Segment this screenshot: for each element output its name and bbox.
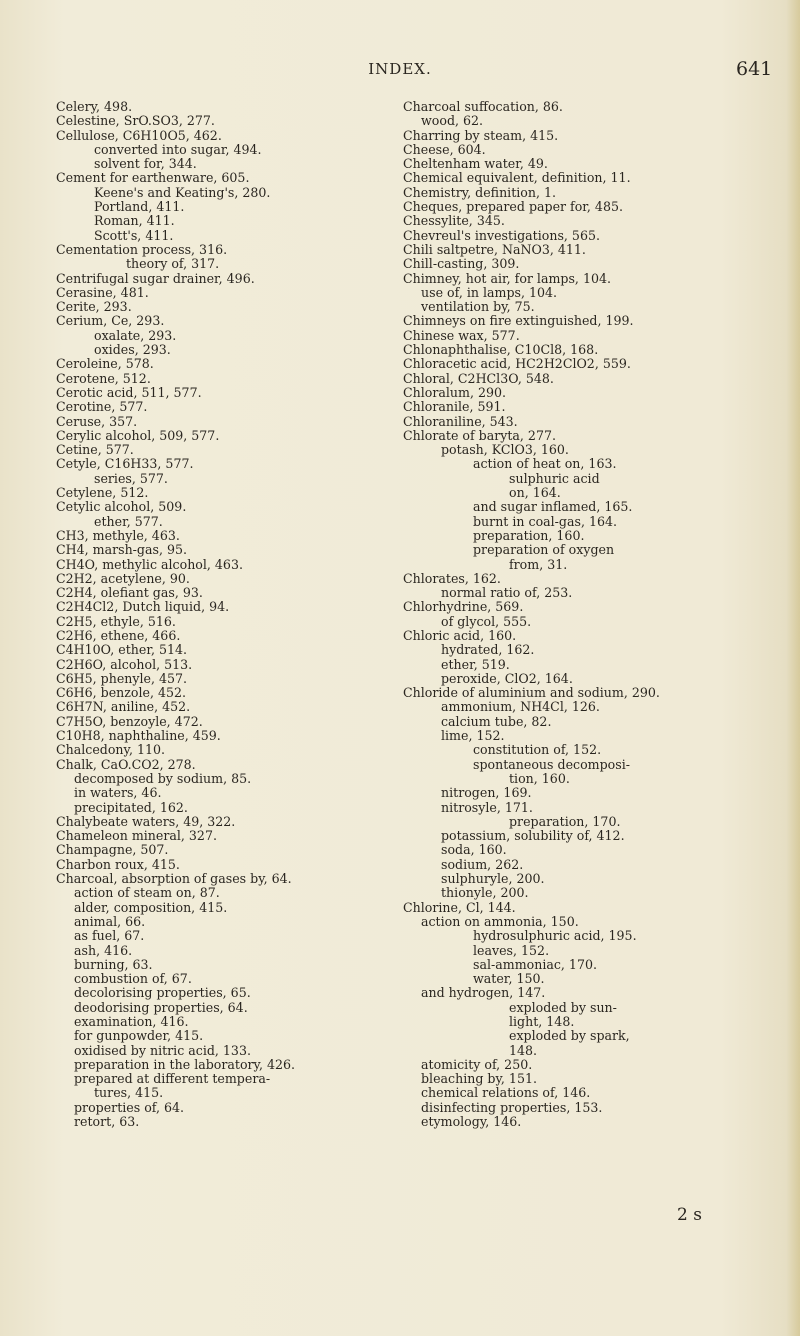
index-entry: Cement for earthenware, 605. xyxy=(56,170,250,186)
index-entry: action on ammonia, 150. xyxy=(421,913,579,929)
index-entry: combustion of, 67. xyxy=(74,971,192,987)
index-entry: tion, 160. xyxy=(509,770,570,786)
page-edge-shadow xyxy=(786,0,800,1336)
index-entry: Chloranile, 591. xyxy=(403,399,506,415)
index-entry: ash, 416. xyxy=(74,942,133,958)
index-entry: Ceruse, 357. xyxy=(56,413,138,429)
index-entry: of glycol, 555. xyxy=(441,613,532,629)
index-entry: sulphuryle, 200. xyxy=(441,871,545,887)
index-entry: soda, 160. xyxy=(441,842,507,858)
index-entry: preparation, 170. xyxy=(509,813,621,829)
index-entry: action of steam on, 87. xyxy=(74,885,220,901)
index-entry: properties of, 64. xyxy=(74,1099,185,1115)
index-entry: oxalate, 293. xyxy=(94,327,177,343)
index-entry: etymology, 146. xyxy=(421,1114,522,1130)
index-entry: action of heat on, 163. xyxy=(473,456,617,472)
index-entry: retort, 63. xyxy=(74,1114,140,1130)
index-entry: Chili saltpetre, NaNO3, 411. xyxy=(403,241,586,257)
index-entry: Charcoal, absorption of gases by, 64. xyxy=(56,871,292,887)
index-entry: Chameleon mineral, 327. xyxy=(56,828,217,844)
index-entry: C7H5O, benzoyle, 472. xyxy=(56,713,203,729)
index-entry: 148. xyxy=(509,1042,538,1058)
index-entry: Cheques, prepared paper for, 485. xyxy=(403,199,623,215)
index-entry: preparation in the laboratory, 426. xyxy=(74,1056,296,1072)
index-entry: potassium, solubility of, 412. xyxy=(441,828,625,844)
index-entry: CH4, marsh-gas, 95. xyxy=(56,542,188,558)
index-entry: Cerium, Ce, 293. xyxy=(56,313,165,329)
index-entry: Celestine, SrO.SO3, 277. xyxy=(56,113,215,129)
index-entry: decolorising properties, 65. xyxy=(74,985,251,1001)
index-entry: normal ratio of, 253. xyxy=(441,585,573,601)
index-entry: exploded by sun- xyxy=(509,999,617,1015)
index-entry: use of, in lamps, 104. xyxy=(421,284,558,300)
index-entry: C2H2, acetylene, 90. xyxy=(56,570,190,586)
index-entry: C6H7N, aniline, 452. xyxy=(56,699,191,715)
index-entry: Chlorate of baryta, 277. xyxy=(403,427,556,443)
index-entry: Chemical equivalent, definition, 11. xyxy=(403,170,631,186)
index-entry: ether, 577. xyxy=(94,513,163,529)
index-entry: Cerylic alcohol, 509, 577. xyxy=(56,427,220,443)
index-entry: C2H6, ethene, 466. xyxy=(56,627,181,643)
index-entry: Chemistry, definition, 1. xyxy=(403,184,557,200)
index-entry: C2H6O, alcohol, 513. xyxy=(56,656,193,672)
index-entry: C2H4, olefiant gas, 93. xyxy=(56,585,203,601)
index-entry: from, 31. xyxy=(509,556,568,572)
index-entry: C2H5, ethyle, 516. xyxy=(56,613,176,629)
index-entry: deodorising properties, 64. xyxy=(74,999,248,1015)
index-entry: for gunpowder, 415. xyxy=(74,1028,204,1044)
index-entry: Cerotine, 577. xyxy=(56,399,148,415)
index-entry: and sugar inflamed, 165. xyxy=(473,499,633,515)
page-header: INDEX. xyxy=(368,60,432,78)
index-entry: Chloric acid, 160. xyxy=(403,627,517,643)
index-entry: Chevreul's investigations, 565. xyxy=(403,227,600,243)
index-entry: Cheese, 604. xyxy=(403,141,486,157)
index-entry: Centrifugal sugar drainer, 496. xyxy=(56,270,255,286)
index-entry: alder, composition, 415. xyxy=(74,899,228,915)
index-entry: ammonium, NH4Cl, 126. xyxy=(441,699,600,715)
index-entry: Keene's and Keating's, 280. xyxy=(94,184,271,200)
signature-mark: 2 s xyxy=(677,1205,702,1225)
index-entry: Chlonaphthalise, C10Cl8, 168. xyxy=(403,342,599,358)
index-entry: Chlorhydrine, 569. xyxy=(403,599,524,615)
index-entry: spontaneous decomposi- xyxy=(473,756,630,772)
index-entry: Ceroleine, 578. xyxy=(56,356,154,372)
index-entry: Chimney, hot air, for lamps, 104. xyxy=(403,270,611,286)
index-entry: atomicity of, 250. xyxy=(421,1056,533,1072)
index-entry: nitrosyle, 171. xyxy=(441,799,533,815)
index-entry: on, 164. xyxy=(509,485,561,501)
index-entry: Cerotic acid, 511, 577. xyxy=(56,384,202,400)
index-entry: peroxide, ClO2, 164. xyxy=(441,670,573,686)
index-entry: as fuel, 67. xyxy=(74,928,145,944)
index-entry: C2H4Cl2, Dutch liquid, 94. xyxy=(56,599,230,615)
index-entry: potash, KClO3, 160. xyxy=(441,442,569,458)
index-entry: Cetyle, C16H33, 577. xyxy=(56,456,194,472)
index-entry: C4H10O, ether, 514. xyxy=(56,642,188,658)
index-entry: water, 150. xyxy=(473,971,545,987)
index-entry: Chloral, C2HCl3O, 548. xyxy=(403,370,554,386)
index-entry: Cerotene, 512. xyxy=(56,370,151,386)
index-entry: theory of, 317. xyxy=(126,256,220,272)
index-entry: Charcoal suffocation, 86. xyxy=(403,99,563,114)
index-entry: Chalybeate waters, 49, 322. xyxy=(56,813,236,829)
index-entry: prepared at different tempera- xyxy=(74,1071,271,1087)
index-entry: preparation, 160. xyxy=(473,527,585,543)
index-entry: C10H8, naphthaline, 459. xyxy=(56,728,221,744)
index-entry: Chill-casting, 309. xyxy=(403,256,520,272)
index-entry: C6H5, phenyle, 457. xyxy=(56,670,188,686)
index-entry: calcium tube, 82. xyxy=(441,713,552,729)
index-entry: preparation of oxygen xyxy=(473,542,615,558)
index-entry: Cheltenham water, 49. xyxy=(403,156,548,172)
index-entry: Charring by steam, 415. xyxy=(403,127,559,143)
index-entry: exploded by spark, xyxy=(509,1028,630,1044)
index-entry: and hydrogen, 147. xyxy=(421,985,546,1001)
index-entry: Chlorine, Cl, 144. xyxy=(403,899,516,915)
index-entry: Celery, 498. xyxy=(56,99,133,114)
index-entry: Cerasine, 481. xyxy=(56,284,149,300)
index-entry: CH4O, methylic alcohol, 463. xyxy=(56,556,243,572)
index-entry: C6H6, benzole, 452. xyxy=(56,685,187,701)
index-entry: Portland, 411. xyxy=(94,199,185,215)
index-entry: chemical relations of, 146. xyxy=(421,1085,591,1101)
index-entry: Cerite, 293. xyxy=(56,299,132,315)
index-entry: sulphuric acid xyxy=(509,470,600,486)
index-entry: Chalcedony, 110. xyxy=(56,742,166,758)
index-entry: Cementation process, 316. xyxy=(56,241,228,257)
index-entry: Cetylic alcohol, 509. xyxy=(56,499,187,515)
index-entry: hydrosulphuric acid, 195. xyxy=(473,928,637,944)
index-entry: sal-ammoniac, 170. xyxy=(473,956,597,972)
index-entry: Chalk, CaO.CO2, 278. xyxy=(56,756,196,772)
index-entry: oxidised by nitric acid, 133. xyxy=(74,1042,251,1058)
index-entry: precipitated, 162. xyxy=(74,799,188,815)
index-entry: Chlorates, 162. xyxy=(403,570,501,586)
index-entry: Chloralum, 290. xyxy=(403,384,507,400)
index-entry: ether, 519. xyxy=(441,656,510,672)
index-column-right xyxy=(403,100,743,1129)
index-entry: hydrated, 162. xyxy=(441,642,535,658)
index-entry: nitrogen, 169. xyxy=(441,785,532,801)
index-entry: examination, 416. xyxy=(74,1014,189,1029)
index-entry: Chloracetic acid, HC2H2ClO2, 559. xyxy=(403,356,631,372)
index-entry: Cetine, 577. xyxy=(56,442,134,458)
index-entry: burning, 63. xyxy=(74,956,153,972)
index-entry: decomposed by sodium, 85. xyxy=(74,770,252,786)
index-entry: disinfecting properties, 153. xyxy=(421,1099,603,1115)
index-entry: Charbon roux, 415. xyxy=(56,856,180,872)
index-entry: ventilation by, 75. xyxy=(421,299,535,315)
index-entry: Scott's, 411. xyxy=(94,227,174,243)
index-entry: burnt in coal-gas, 164. xyxy=(473,513,618,529)
index-entry: converted into sugar, 494. xyxy=(94,141,262,157)
index-entry: thionyle, 200. xyxy=(441,885,529,901)
index-entry: oxides, 293. xyxy=(94,342,171,358)
index-entry: sodium, 262. xyxy=(441,856,524,872)
index-entry: Chessylite, 345. xyxy=(403,213,505,229)
index-entry: Chloraniline, 543. xyxy=(403,413,518,429)
index-entry: tures, 415. xyxy=(94,1085,164,1101)
index-entry: series, 577. xyxy=(94,470,168,486)
index-entry: wood, 62. xyxy=(421,113,484,129)
index-entry: light, 148. xyxy=(509,1014,575,1029)
index-entry: leaves, 152. xyxy=(473,942,550,958)
index-entry: Chloride of aluminium and sodium, 290. xyxy=(403,685,660,701)
index-entry: bleaching by, 151. xyxy=(421,1071,537,1087)
index-entry: Cetylene, 512. xyxy=(56,485,149,501)
index-entry: animal, 66. xyxy=(74,913,146,929)
index-entry: lime, 152. xyxy=(441,728,505,744)
page-number: 641 xyxy=(736,58,773,80)
index-entry: in waters, 46. xyxy=(74,785,162,801)
index-entry: Chimneys on fire extinguished, 199. xyxy=(403,313,634,329)
index-entry: Cellulose, C6H10O5, 462. xyxy=(56,127,222,143)
index-entry: Chinese wax, 577. xyxy=(403,327,520,343)
index-entry: Champagne, 507. xyxy=(56,842,169,858)
index-column-left xyxy=(56,100,396,1129)
index-entry: CH3, methyle, 463. xyxy=(56,527,180,543)
index-entry: Roman, 411. xyxy=(94,213,175,229)
index-entry: constitution of, 152. xyxy=(473,742,602,758)
index-entry: solvent for, 344. xyxy=(94,156,197,172)
